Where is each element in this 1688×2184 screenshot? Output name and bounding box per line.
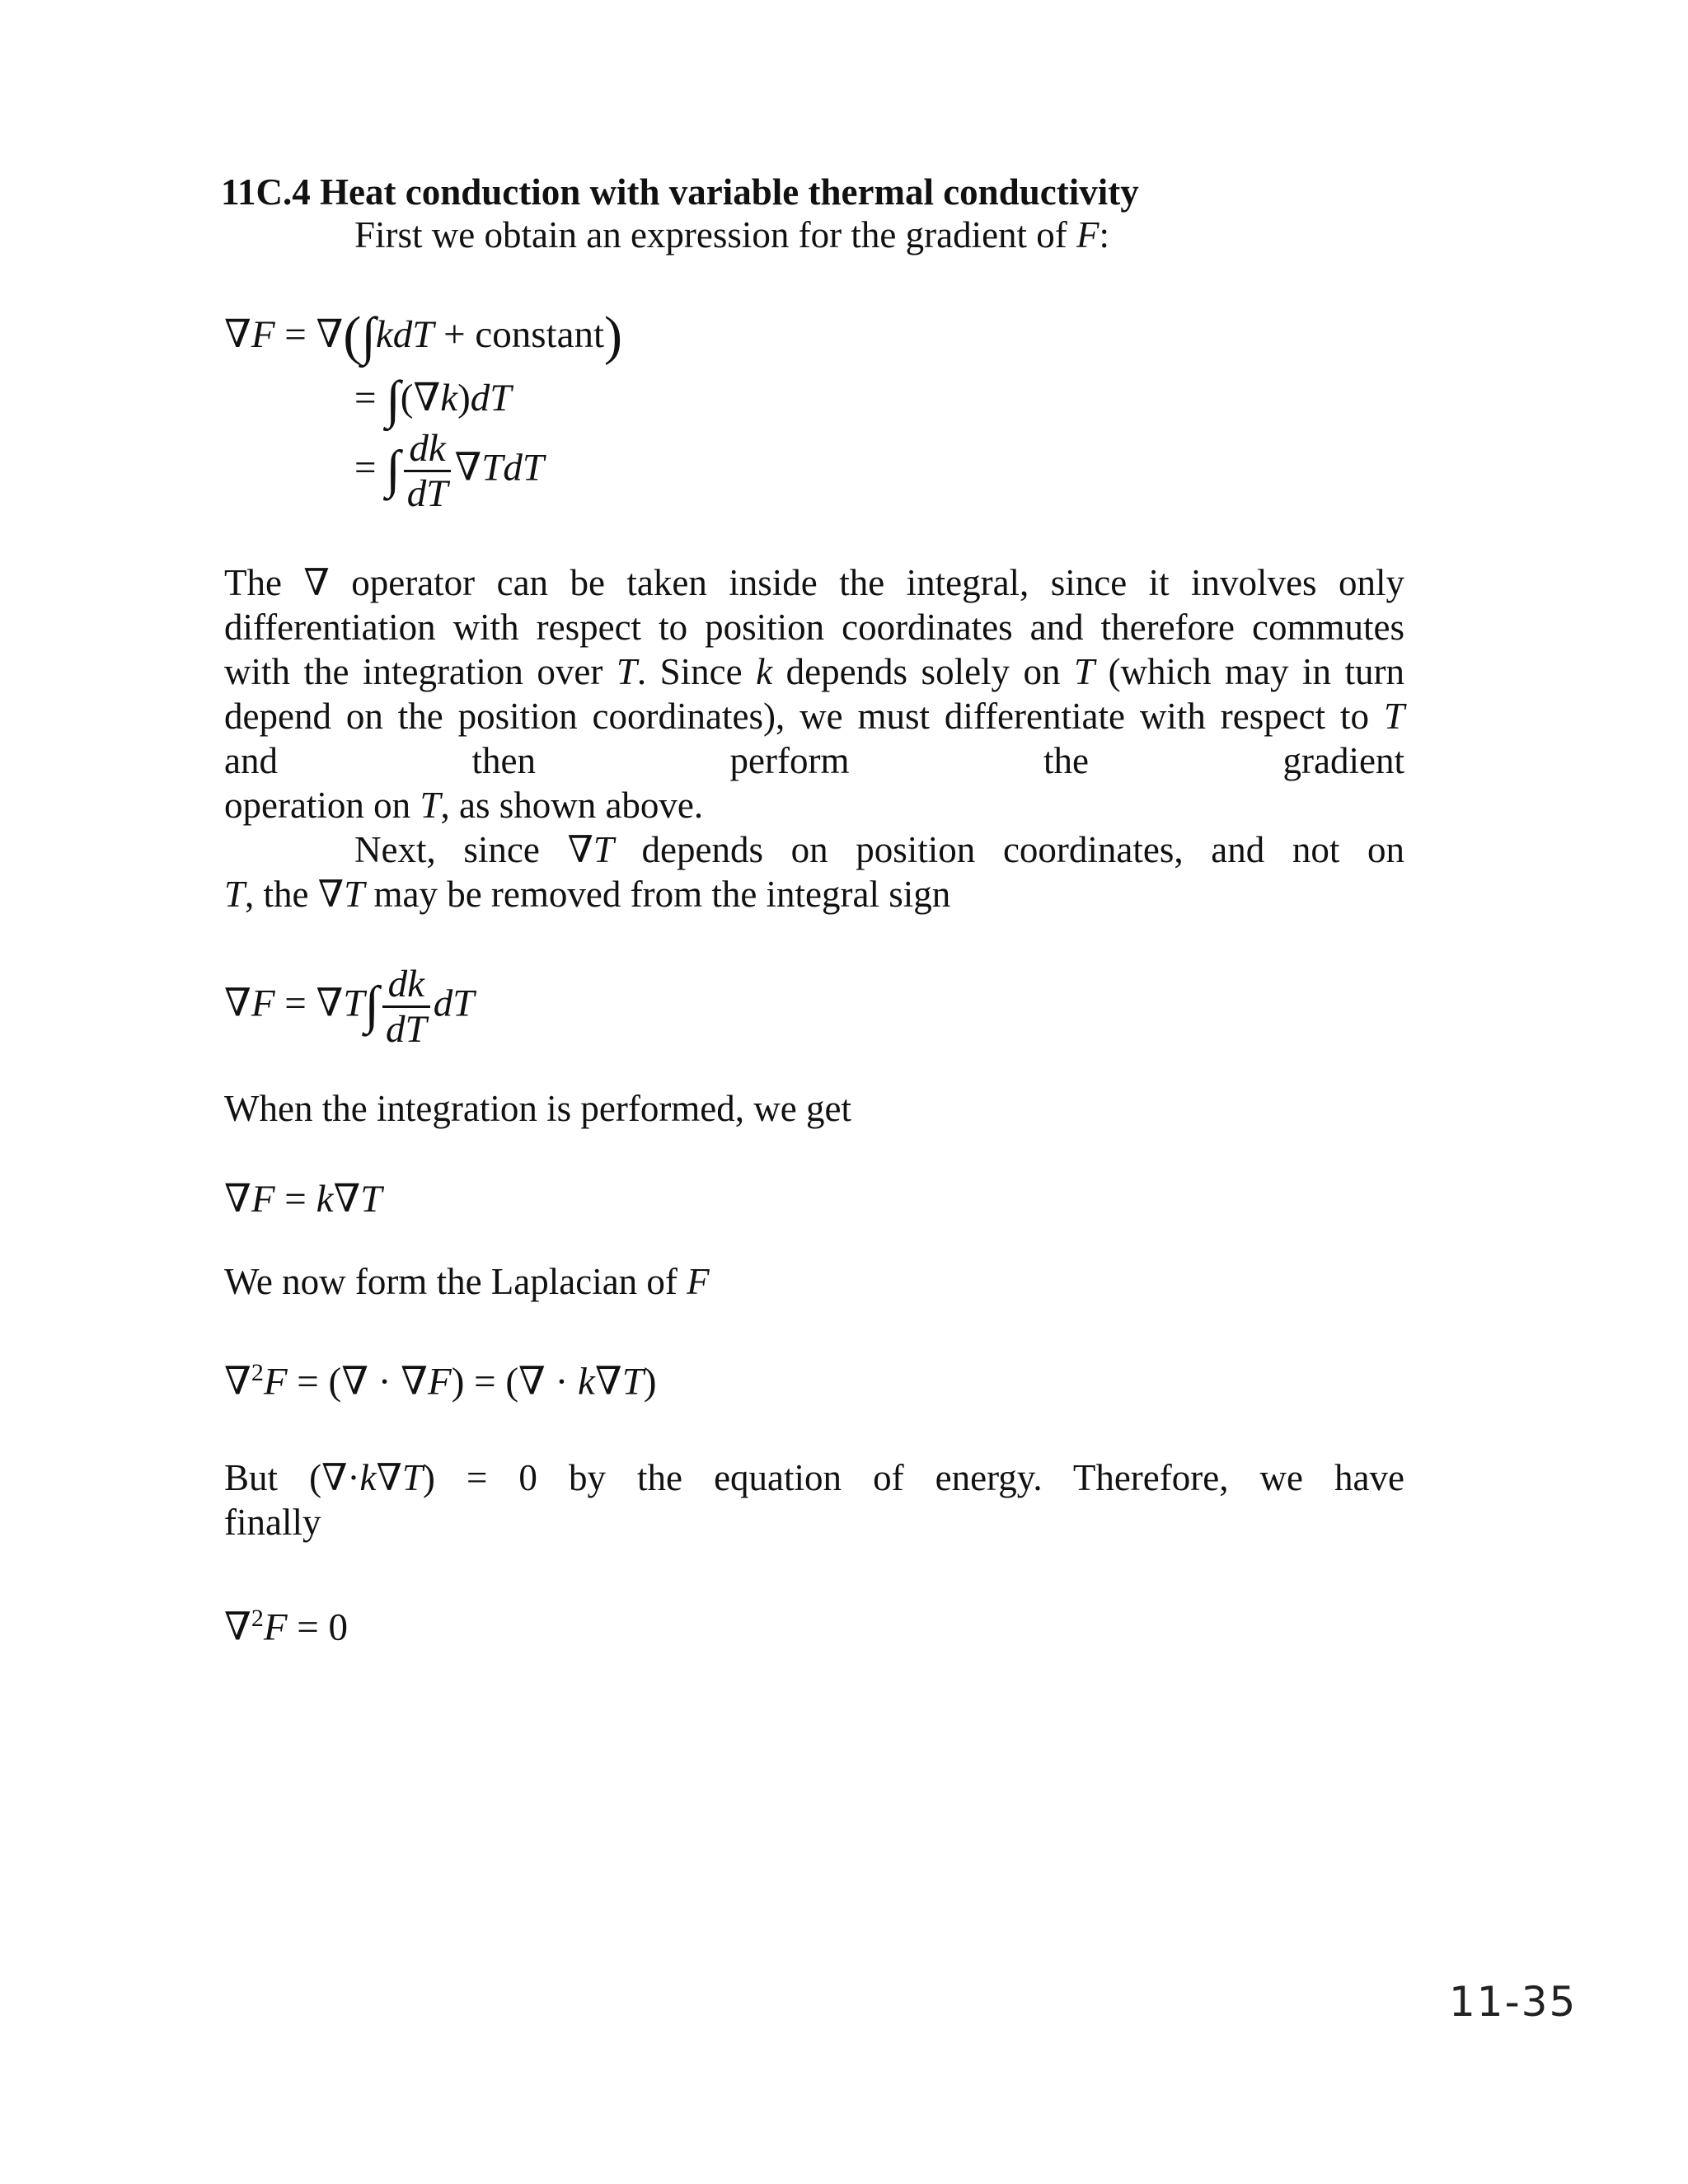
equation-1-line-2: = ∫(∇k)dT <box>354 370 512 429</box>
equation-2: ∇F = ∇T∫ $\frac{dk}{dT}$ dT <box>224 963 475 1051</box>
section-title: Heat conduction with variable thermal conductivity <box>320 171 1139 213</box>
equation-1-line-3: = ∫ $\frac{dk}{dT}$ ∇TdT <box>354 427 545 515</box>
paragraph-5-line-1: But (∇·k∇T) = 0 by the equation of energy. Therefore, we have <box>224 1457 1404 1498</box>
equation-4: ∇$^2$F = (∇ · ∇F) = (∇ · k∇T) <box>224 1359 657 1404</box>
section-heading <box>221 170 1139 214</box>
paragraph-3: When the integration is performed, we get <box>224 1088 851 1129</box>
paragraph-1-last-line: operation on T, as shown above. <box>224 785 704 826</box>
paragraph-2-line-1: Next, since ∇T depends on position coordinates, and not on <box>354 829 1404 870</box>
equation-1-line-1: ∇F = ∇(∫kdT + constant) <box>224 306 623 366</box>
equation-3: ∇F = k∇T <box>224 1178 382 1221</box>
paragraph-5-line-2: finally <box>224 1502 321 1543</box>
paragraph-2-line-2: T, the ∇T may be removed from the integral sign <box>224 874 951 915</box>
page-number: 11-35 <box>1449 1978 1578 2026</box>
intro-text: First we obtain an expression for the gradient of F: <box>354 214 1110 255</box>
section-number: 11C.4 <box>221 171 311 213</box>
paragraph-4: We now form the Laplacian of F <box>224 1261 710 1302</box>
equation-5: ∇$^2$F = 0 <box>224 1605 349 1649</box>
paragraph-1: The ∇ operator can be taken inside the integral, since it involves only differentiation with respect to position coordinates and therefore commutes with the integration over T. Since k depends solely on T (which may in turn depend on the position coordinates), we must differentiate with respect to T and then perform the gradient <box>224 562 1404 781</box>
